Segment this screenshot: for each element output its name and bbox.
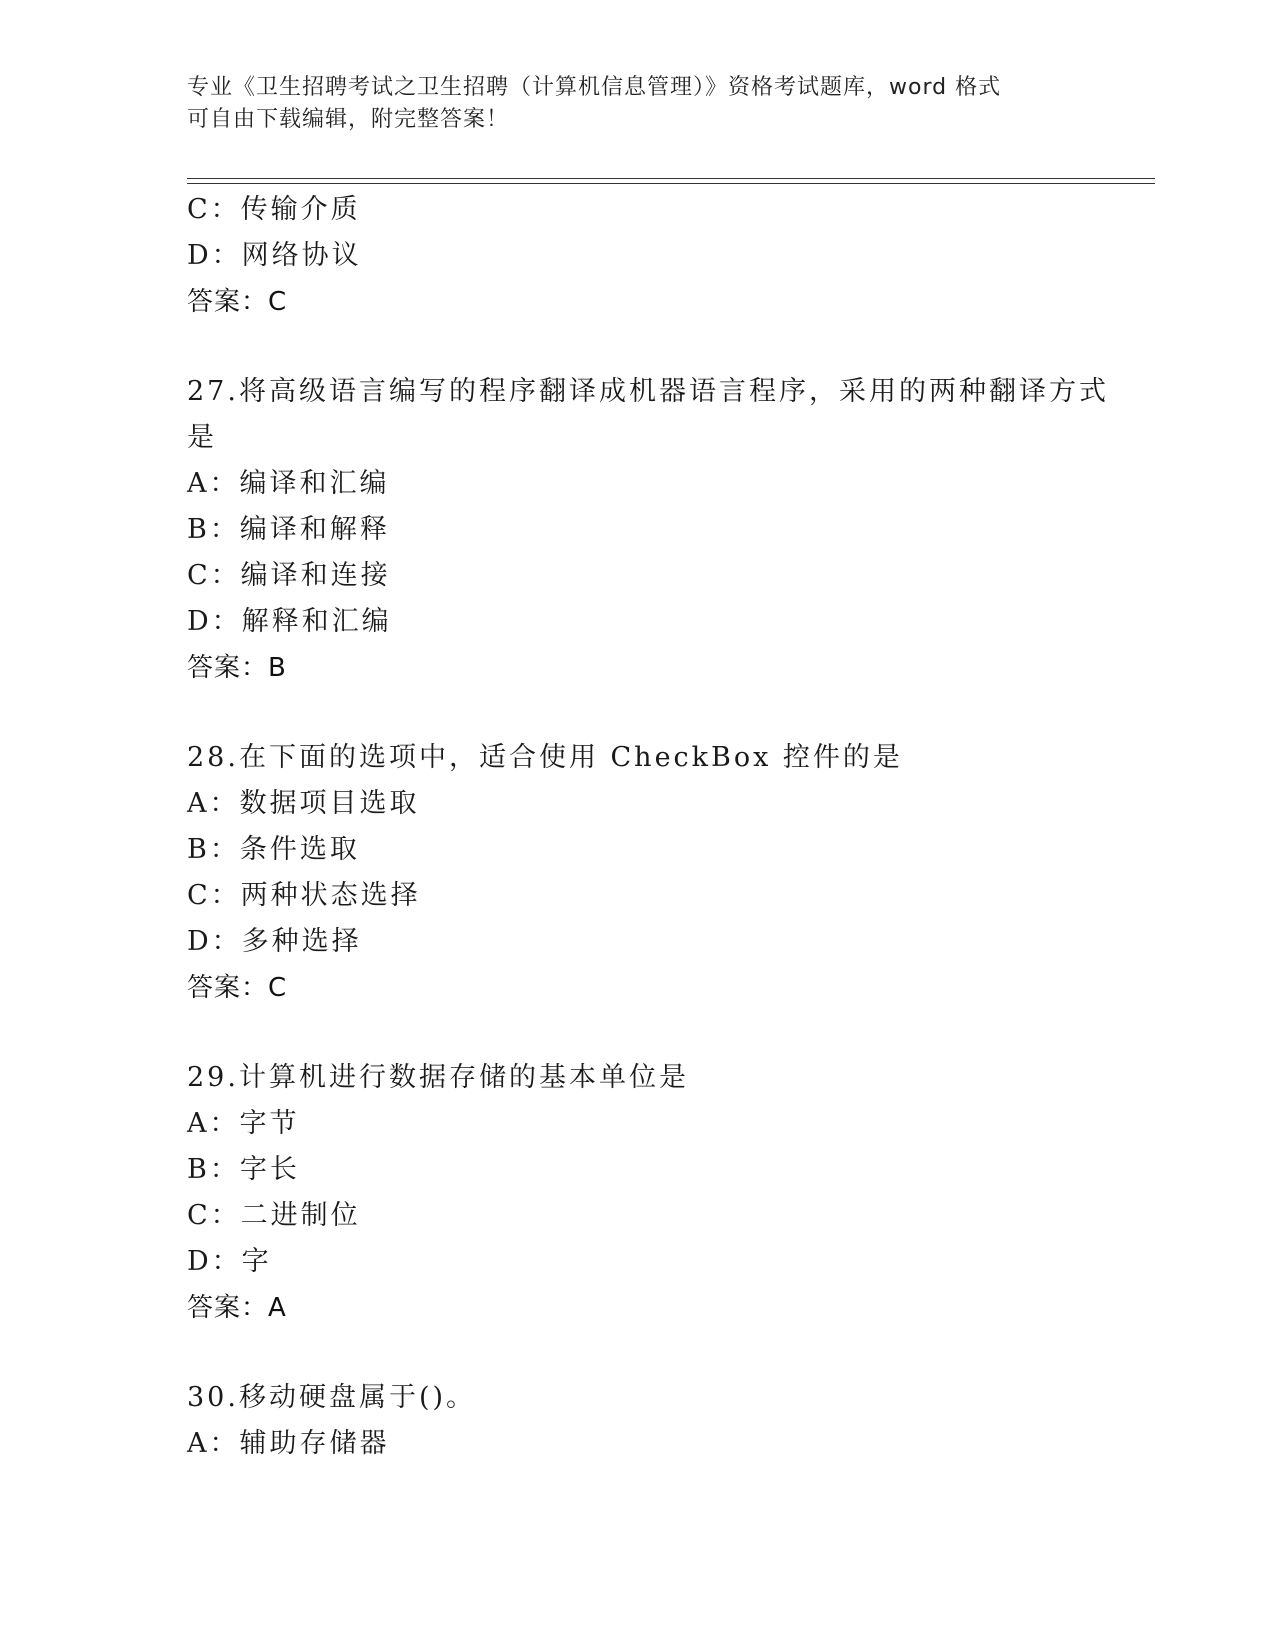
- question-stem: 27.将高级语言编写的程序翻译成机器语言程序，采用的两种翻译方式: [187, 376, 1109, 407]
- option-a: A：编译和汇编: [187, 468, 390, 499]
- answer-line: 答案：A: [187, 1293, 287, 1323]
- spacer: [187, 325, 1087, 369]
- spacer: [187, 1011, 1087, 1055]
- header-line-1: 专业《卫生招聘考试之卫生招聘（计算机信息管理）》资格考试题库，word 格式: [187, 75, 1002, 100]
- option-d: D：网络协议: [187, 240, 362, 271]
- option-a: A：字节: [187, 1108, 300, 1139]
- question-29: [187, 1055, 1087, 1331]
- question-28: [187, 735, 1087, 1011]
- header-line-2: 可自由下载编辑，附完整答案！: [187, 107, 510, 132]
- answer-line: 答案：C: [187, 973, 288, 1003]
- question-stem-continued: 是: [187, 422, 217, 453]
- question-27: [187, 369, 1109, 691]
- option-a: A：辅助存储器: [187, 1428, 390, 1459]
- option-c: C：编译和连接: [187, 560, 391, 591]
- question-list: [187, 187, 1109, 1467]
- question-stem: 30.移动硬盘属于()。: [187, 1382, 477, 1413]
- option-b: B：条件选取: [187, 834, 360, 865]
- option-d: D：字: [187, 1246, 272, 1277]
- option-c: C：两种状态选择: [187, 880, 421, 911]
- page-header: [187, 72, 1067, 136]
- question-stem: 28.在下面的选项中，适合使用 CheckBox 控件的是: [187, 742, 903, 773]
- question-30: [187, 1375, 1087, 1467]
- option-b: B：字长: [187, 1154, 300, 1185]
- header-divider-bottom: [187, 183, 1155, 184]
- option-a: A：数据项目选取: [187, 788, 420, 819]
- option-c: C：二进制位: [187, 1200, 361, 1231]
- option-c: C：传输介质: [187, 194, 361, 225]
- option-d: D：多种选择: [187, 926, 362, 957]
- option-d: D：解释和汇编: [187, 606, 392, 637]
- spacer: [187, 691, 1087, 735]
- answer-line: 答案：C: [187, 287, 288, 317]
- question-stem: 29.计算机进行数据存储的基本单位是: [187, 1062, 689, 1093]
- question-fragment: [187, 187, 1087, 325]
- option-b: B：编译和解释: [187, 514, 390, 545]
- header-divider-top: [187, 178, 1155, 179]
- answer-line: 答案：B: [187, 653, 287, 683]
- spacer: [187, 1331, 1087, 1375]
